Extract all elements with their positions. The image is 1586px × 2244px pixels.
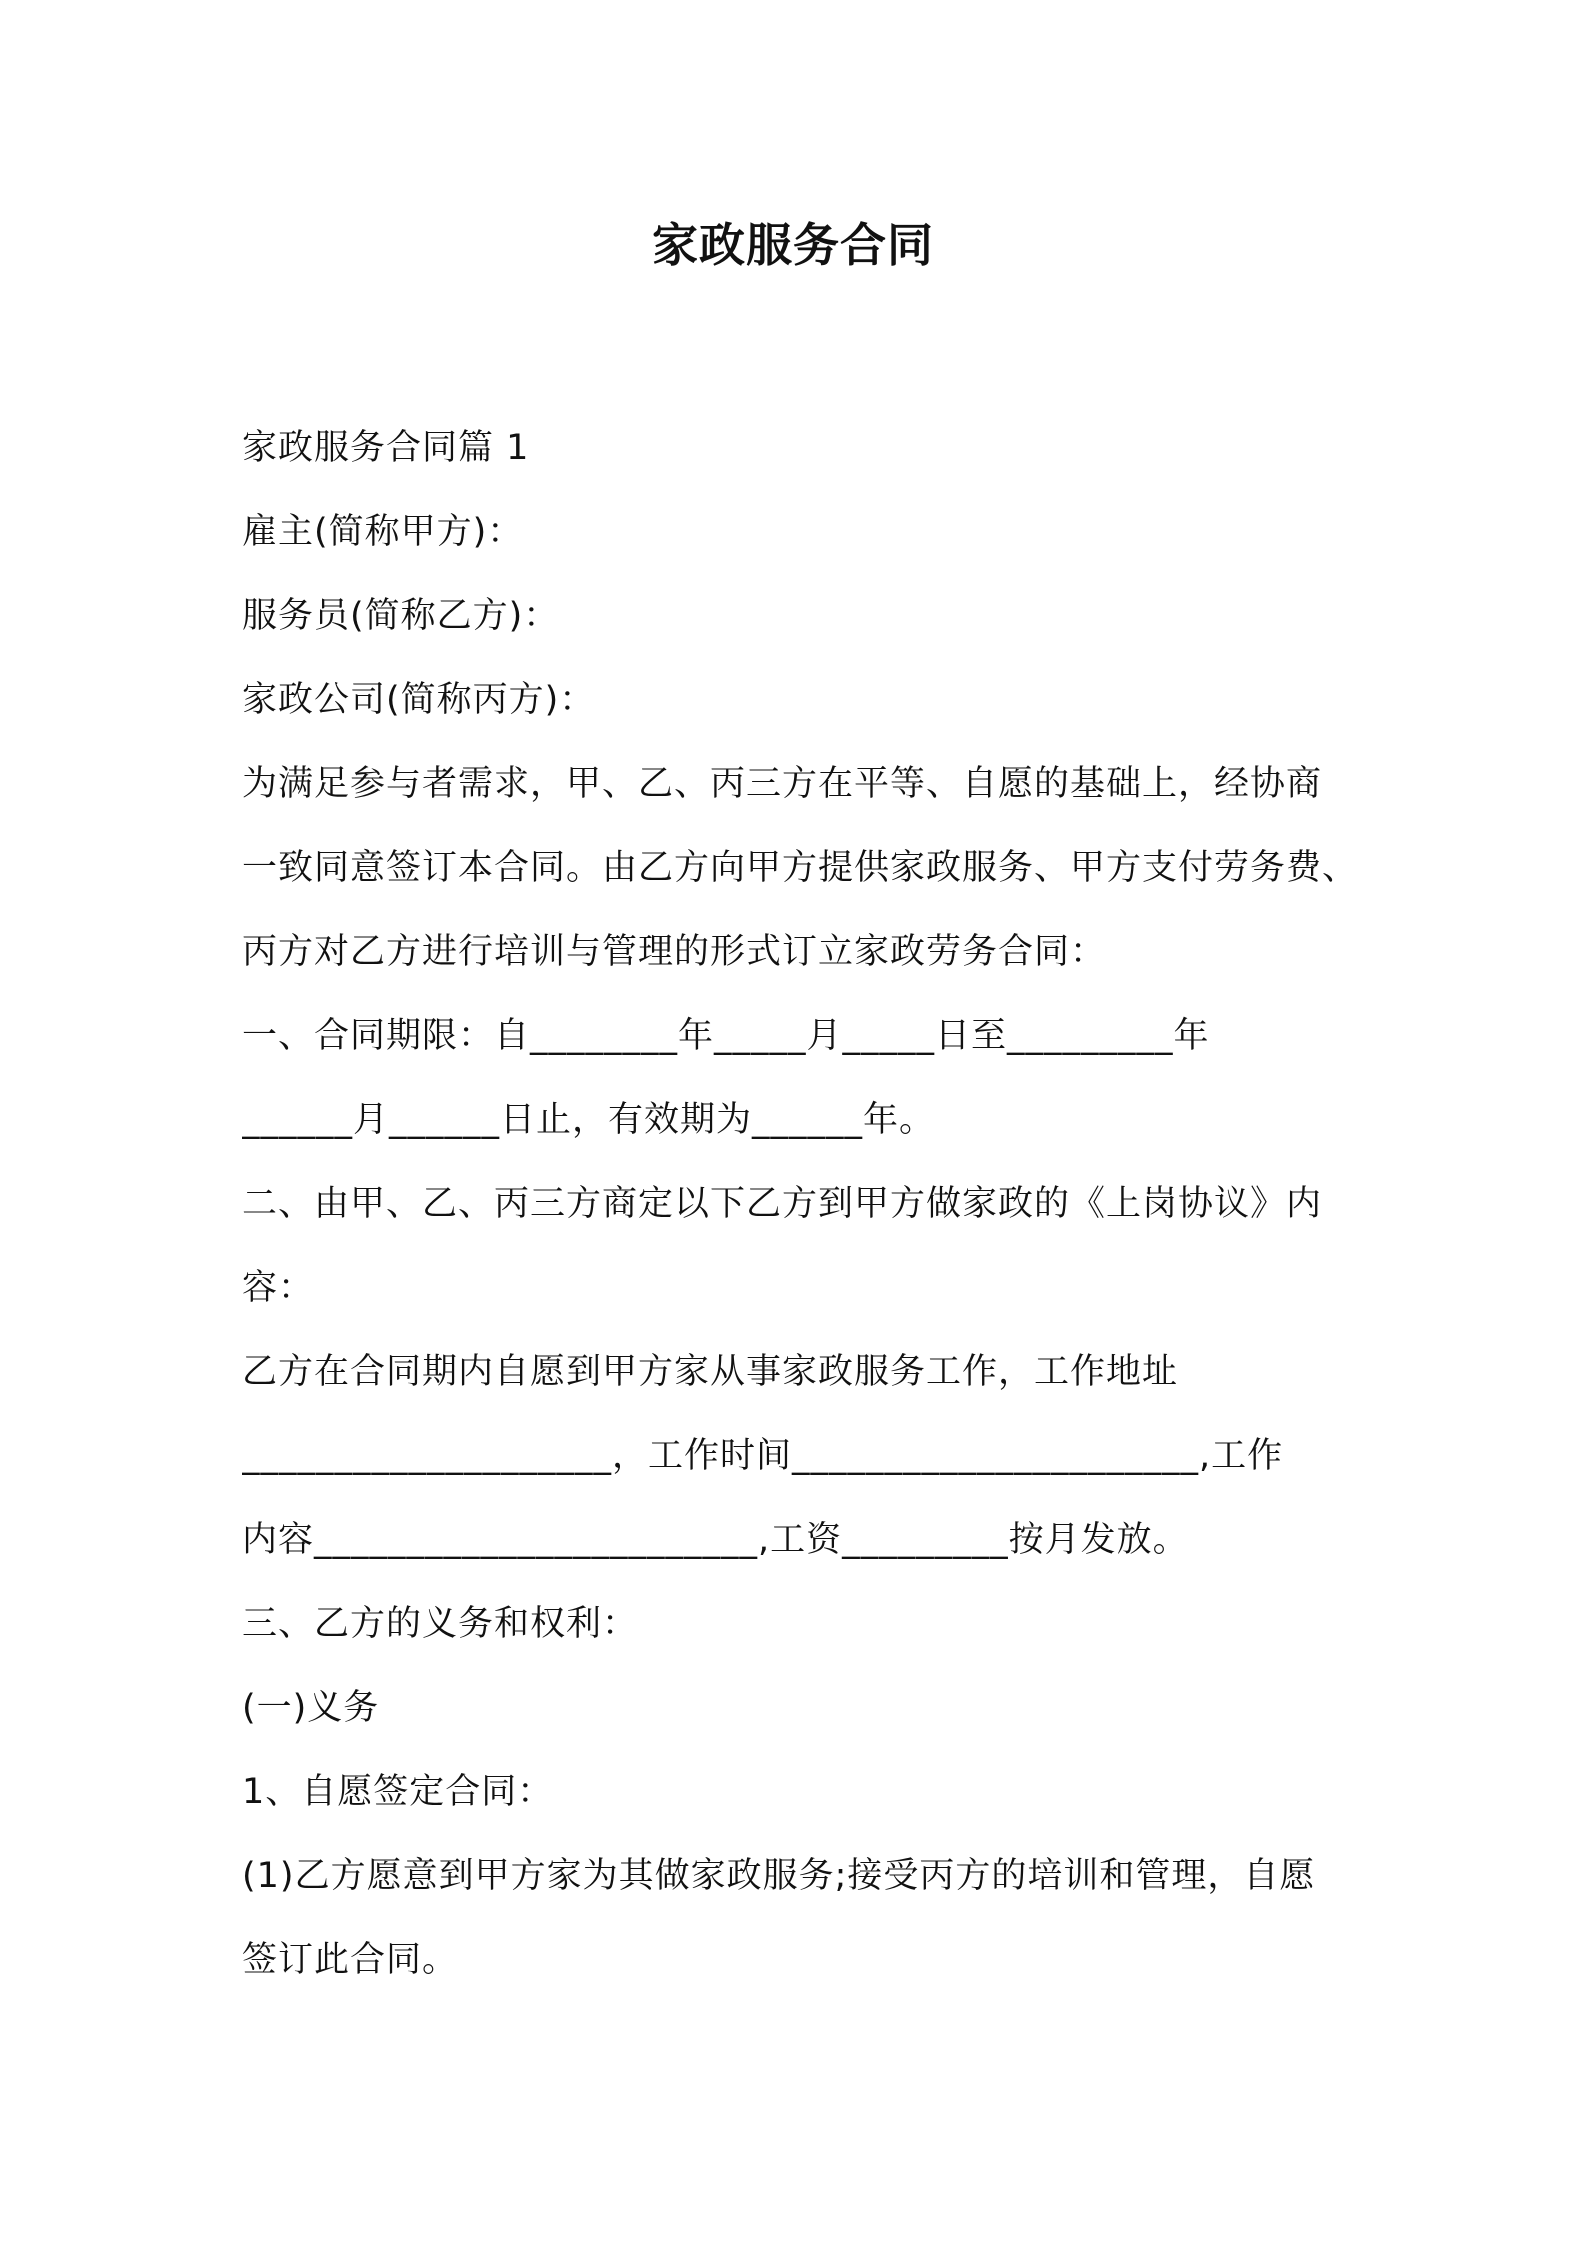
work-detail-line: 乙方在合同期内自愿到甲方家从事家政服务工作，工作地址 [242,1352,1179,1392]
item-text-line: (1)乙方愿意到甲方家为其做家政服务;接受丙方的培训和管理，自愿 [242,1856,1316,1896]
paragraph-line: 一致同意签订本合同。由乙方向甲方提供家政服务、甲方支付劳务费、 [242,848,1359,888]
item-heading: 1、自愿签定合同： [242,1772,554,1812]
work-detail-line: ____________________，工作时间______________________,工作 [242,1436,1284,1476]
party-company-line: 家政公司(简称丙方)： [242,680,596,720]
document-body [242,406,1362,2002]
work-detail-line: 内容________________________,工资_________按月发放。 [242,1520,1189,1560]
item-text-line: 签订此合同。 [242,1940,459,1980]
paragraph-line: 为满足参与者需求，甲、乙、丙三方在平等、自愿的基础上，经协商 [242,764,1323,804]
paragraph-line: 丙方对乙方进行培训与管理的形式订立家政劳务合同： [242,932,1107,972]
section-heading: 家政服务合同篇 1 [242,428,530,468]
contract-term-line: ______月______日止，有效期为______年。 [242,1100,936,1140]
clause-two-line: 二、由甲、乙、丙三方商定以下乙方到甲方做家政的《上岗协议》内 [242,1184,1323,1224]
clause-three-heading: 三、乙方的义务和权利： [242,1604,639,1644]
party-employer-line: 雇主(简称甲方)： [242,512,524,552]
party-worker-line: 服务员(简称乙方)： [242,596,560,636]
contract-term-line: 一、合同期限：自________年_____月_____日至_________年 [242,1016,1210,1056]
clause-two-line: 容： [242,1268,315,1308]
subsection-heading: (一)义务 [242,1688,380,1728]
document-title: 家政服务合同 [652,218,934,272]
